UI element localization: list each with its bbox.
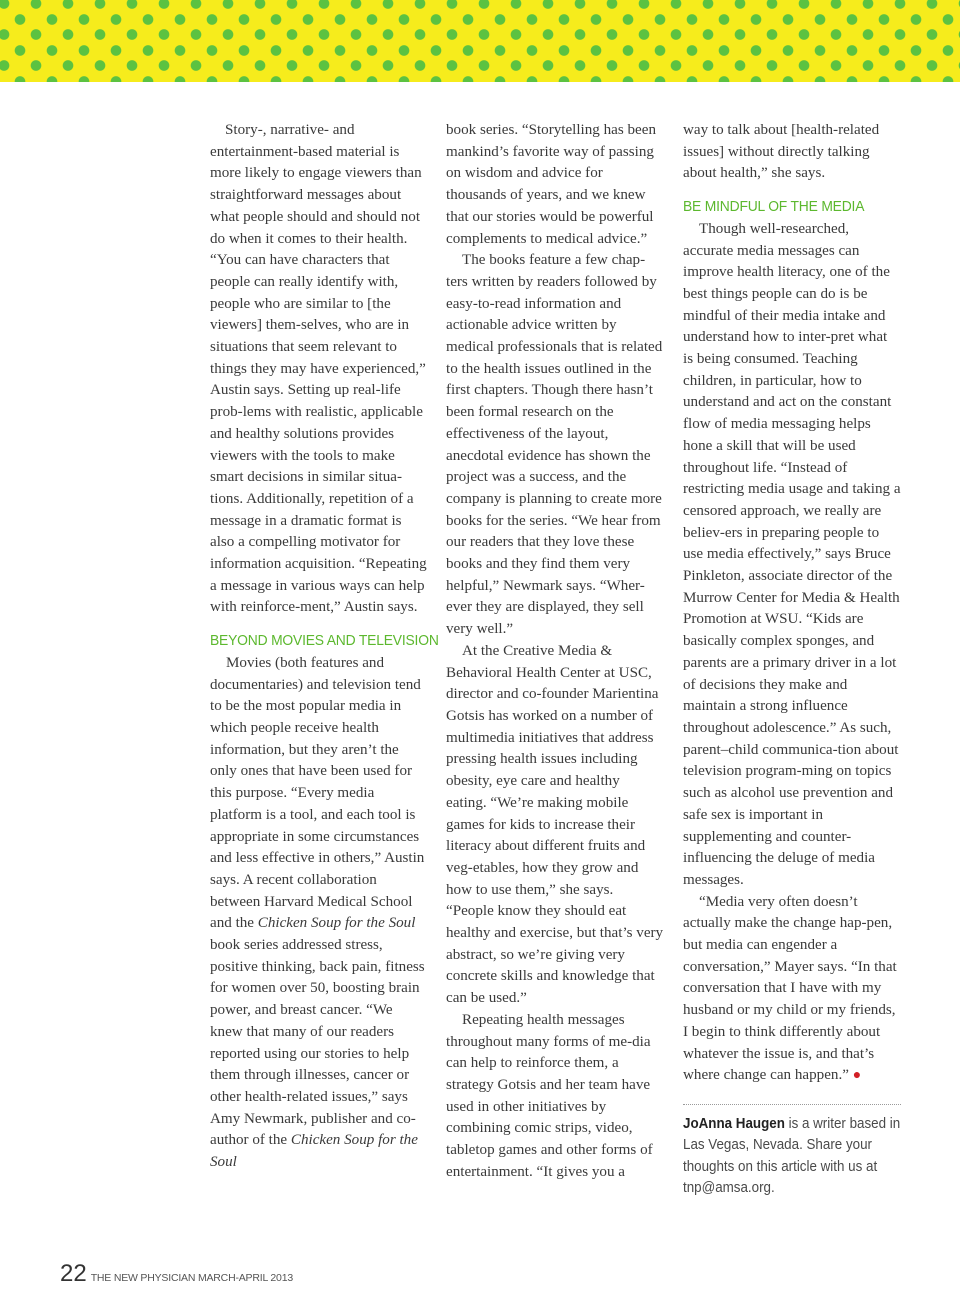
section-heading-beyond-movies: BEYOND MOVIES AND TELEVISION [210,633,439,650]
paragraph: At the Creative Media & Behavioral Health Center at USC, director and co-founder Marientina Gotsis has worked on a number of multimedia initiatives that address pressing health issues including obesity, eye care and healthy eating. “We’re making mobile games for kids to increase their literacy about different fruits and veg-etables, how they grow and how to use them,” she says. “People know they should eat healthy and exercise, but that’s very abstract, so we’re giving very concrete skills and knowledge that can be used.” [446,642,664,1007]
paragraph: way to talk about [health-related issues] without directly talking about health,” she says. [683,122,880,182]
article-column-3 [683,120,901,1200]
author-bio-text: is a writer based in Las Vegas, Nevada. Share your thoughts on this article with us at tnp@amsa.org. [683,1115,901,1197]
book-title: Chicken Soup for the Soul [257,915,416,932]
paragraph-text: book series addressed stress, positive thinking, back pain, fitness for women over 50, boosting brain power, and breast cancer. “We knew that many of our readers reported using our stories to help them through illnesses, cancer or other health-related issues,” says Amy Newmark, publisher and co-author of the [210,937,425,1149]
article-column-1 [210,120,439,1174]
paragraph: book series. “Storytelling has been mankind’s favorite way of passing on wisdom and advice for thousands of years, and we knew that our stories would be powerful complements to medical advice.” [446,122,657,247]
page-footer [60,1260,293,1288]
section-heading-be-mindful: BE MINDFUL OF THE MEDIA [683,199,865,216]
author-name: JoAnna Haugen [683,1115,785,1132]
paragraph-text: Movies (both features and documentaries) and television tend to be the most popular media in which people receive health information, but they aren’t the only ones that have been used for this purpose. “Every media platform is a tool, and each tool is appropriate in some circumstances and less effective in others,” Austin says. A recent collaboration between Harvard Medical School and the [210,654,425,932]
end-mark-icon: ● [852,1068,862,1084]
paragraph-text: “Media very often doesn’t actually make the change hap-pen, but media can engender a conversation,” Mayer says. “In that conversation that I have with my husband or my child or my friends, I begin to think differently about whatever the issue is, and that’s where change can happen.” [683,893,897,1084]
dotted-divider [683,1104,901,1105]
author-bio [683,1114,901,1200]
paragraph: The books feature a few chap-ters written by readers followed by easy-to-read information and actionable advice written by medical professionals that is related to the health issues outlined in the first chapters. Though there hasn’t been formal research on the effectiveness of the layout, anecdotal evidence has shown the project was a success, and the company is planning to create more books for the series. “We hear from our readers that they love these books and they find them very helpful,” Newmark says. “Wher-ever they are displayed, they sell very well.” [446,252,663,638]
page-number: 22 [60,1260,87,1287]
paragraph [210,653,428,1174]
paragraph: Repeating health messages throughout many forms of me-dia can help to reinforce them, a strategy Gotsis and her team have used in other initiatives by combining comic strips, video, tabletop games and other forms of entertainment. “It gives you a [446,1011,653,1180]
polka-dot-banner [0,0,960,82]
paragraph: Though well-researched, accurate media messages can improve health literacy, one of the best things people can do is be mindful of their media intake and understand how to inter-pret what is being consumed. Teaching children, in particular, how to understand and act on the constant flow of media messaging helps hone a skill that will be used throughout life. “Instead of restricting media usage and taking a censored approach, we really are believ-ers in preparing people to use media effectively,” says Bruce Pinkleton, associate director of the Murrow Center for Media & Health Promotion at WSU. “Kids are basically complex sponges, and parents are a primary driver in a lot of decisions they make and maintain a strong influence throughout adolescence.” As such, parent–child communica-tion about television program-ming on topics such as alcohol use prevention and safe sex is important in supplementing and counter-influencing the deluge of media messages. [683,220,901,888]
book-title: Chicken Soup for the Soul [210,1132,418,1171]
article-column-2 [446,120,664,1183]
paragraph [683,892,901,1087]
publication-line: THE NEW PHYSICIAN MARCH-APRIL 2013 [90,1272,293,1284]
paragraph: Story-, narrative- and entertainment-based material is more likely to engage viewers than straightforward messages about what people should and should not do when it comes to their health. “You can have characters that people can really identify with, people who are similar to [the viewers] them-selves, who are in situations that seem relevant to things they may have experienced,” Austin says. Setting up real-life prob-lems with realistic, applicable and healthy solutions provides viewers with the tools to make smart decisions in similar situa-tions. Additionally, repetition of a message in a dramatic format is also a compelling motivator for information acquisition. “Repeating a message in various ways can help with reinforce-ment,” Austin says. [210,122,427,616]
